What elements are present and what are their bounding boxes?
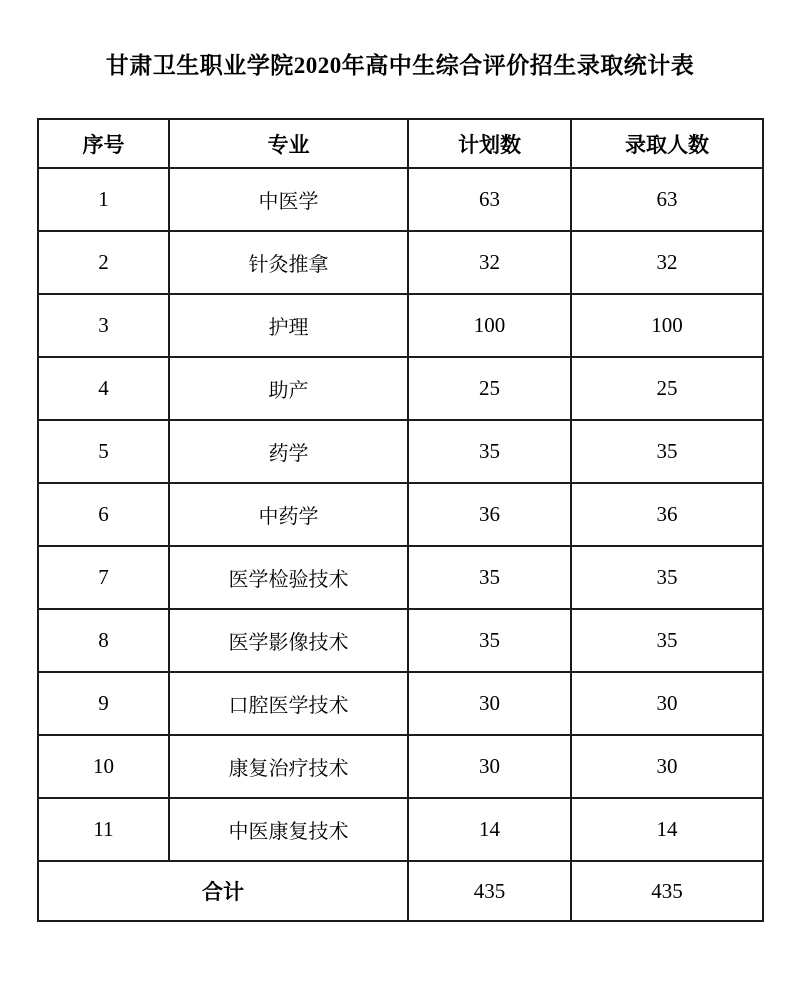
row-plan-cell: 32 xyxy=(408,231,571,294)
header-major: 专业 xyxy=(169,119,408,168)
row-major-cell: 护理 xyxy=(169,294,408,357)
table-row xyxy=(38,798,763,861)
row-no-cell: 3 xyxy=(38,294,169,357)
page-title: 甘肃卫生职业学院2020年高中生综合评价招生录取统计表 xyxy=(105,53,695,78)
row-plan-cell: 25 xyxy=(408,357,571,420)
row-admitted-cell: 35 xyxy=(571,546,763,609)
row-major-cell: 药学 xyxy=(169,420,408,483)
row-no-cell: 9 xyxy=(38,672,169,735)
row-plan-cell: 63 xyxy=(408,168,571,231)
row-major-cell: 医学影像技术 xyxy=(169,609,408,672)
row-plan-cell: 35 xyxy=(408,609,571,672)
table-row xyxy=(38,294,763,357)
row-admitted-cell: 100 xyxy=(571,294,763,357)
table-total-row xyxy=(38,861,763,921)
row-plan-cell: 36 xyxy=(408,483,571,546)
row-admitted-cell: 36 xyxy=(571,483,763,546)
table-row xyxy=(38,168,763,231)
row-major-cell: 中医康复技术 xyxy=(169,798,408,861)
row-no-cell: 7 xyxy=(38,546,169,609)
row-plan-cell: 35 xyxy=(408,420,571,483)
row-major-cell: 中药学 xyxy=(169,483,408,546)
row-admitted-cell: 35 xyxy=(571,609,763,672)
row-admitted-cell: 25 xyxy=(571,357,763,420)
table-row xyxy=(38,609,763,672)
table-row xyxy=(38,420,763,483)
row-admitted-cell: 14 xyxy=(571,798,763,861)
total-plan-cell: 435 xyxy=(408,861,571,921)
row-major-cell: 康复治疗技术 xyxy=(169,735,408,798)
total-admitted-cell: 435 xyxy=(571,861,763,921)
row-no-cell: 2 xyxy=(38,231,169,294)
table-row xyxy=(38,546,763,609)
row-admitted-cell: 32 xyxy=(571,231,763,294)
table-row xyxy=(38,231,763,294)
row-plan-cell: 100 xyxy=(408,294,571,357)
row-admitted-cell: 30 xyxy=(571,735,763,798)
table-row xyxy=(38,357,763,420)
header-admitted: 录取人数 xyxy=(571,119,763,168)
row-admitted-cell: 30 xyxy=(571,672,763,735)
row-admitted-cell: 35 xyxy=(571,420,763,483)
row-no-cell: 1 xyxy=(38,168,169,231)
table-header-row xyxy=(38,119,763,168)
admission-stats-table xyxy=(37,118,764,922)
row-plan-cell: 30 xyxy=(408,735,571,798)
row-admitted-cell: 63 xyxy=(571,168,763,231)
row-no-cell: 11 xyxy=(38,798,169,861)
row-plan-cell: 14 xyxy=(408,798,571,861)
total-label-cell: 合计 xyxy=(38,861,408,921)
table-row xyxy=(38,672,763,735)
row-no-cell: 6 xyxy=(38,483,169,546)
row-major-cell: 医学检验技术 xyxy=(169,546,408,609)
row-major-cell: 中医学 xyxy=(169,168,408,231)
row-major-cell: 针灸推拿 xyxy=(169,231,408,294)
row-major-cell: 助产 xyxy=(169,357,408,420)
row-no-cell: 8 xyxy=(38,609,169,672)
row-plan-cell: 30 xyxy=(408,672,571,735)
header-plan: 计划数 xyxy=(408,119,571,168)
row-no-cell: 10 xyxy=(38,735,169,798)
table-row xyxy=(38,735,763,798)
row-no-cell: 4 xyxy=(38,357,169,420)
row-major-cell: 口腔医学技术 xyxy=(169,672,408,735)
row-plan-cell: 35 xyxy=(408,546,571,609)
header-no: 序号 xyxy=(38,119,169,168)
row-no-cell: 5 xyxy=(38,420,169,483)
table-row xyxy=(38,483,763,546)
